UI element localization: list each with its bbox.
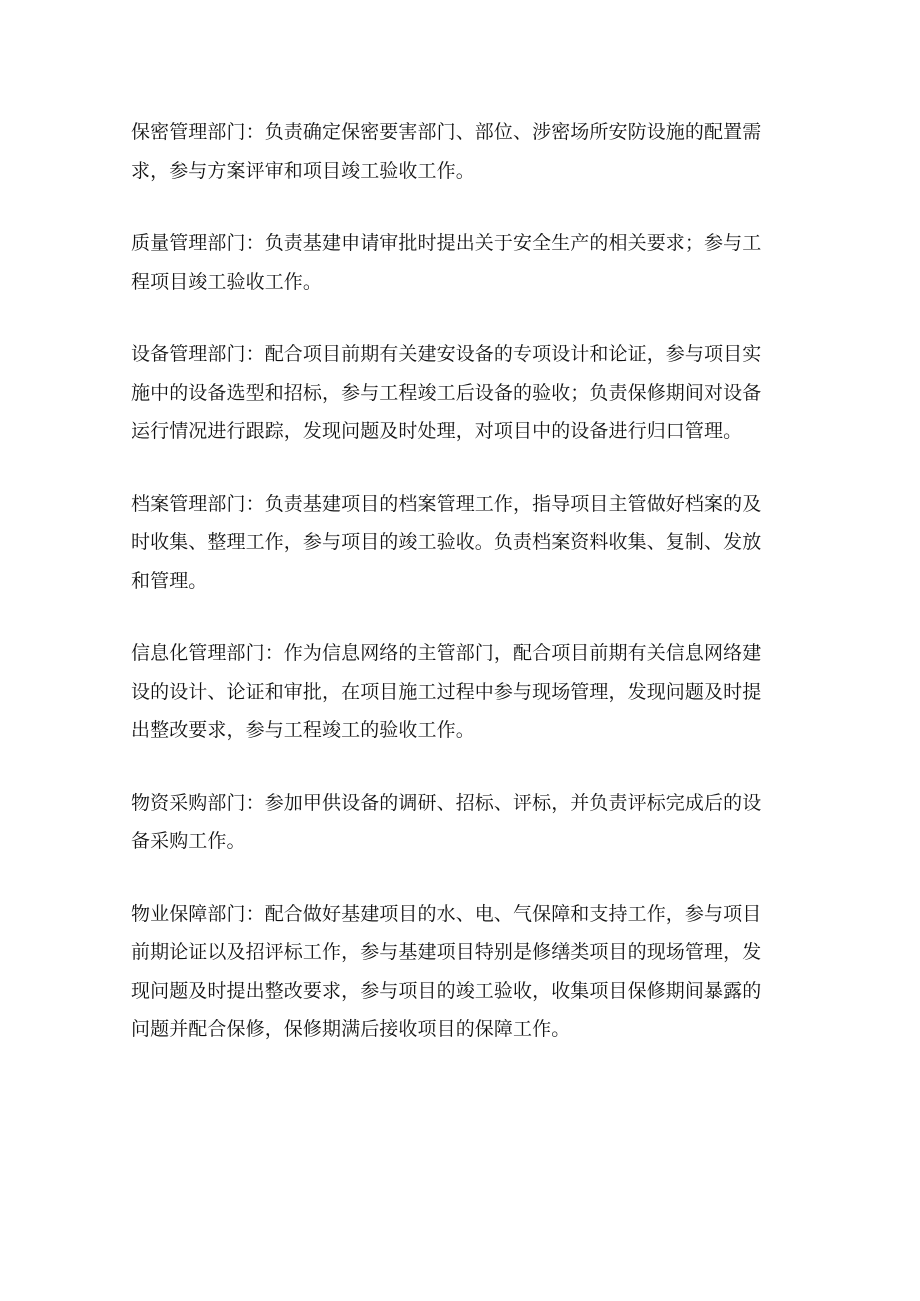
text-line: 求，参与方案评审和项目竣工验收工作。 [131, 159, 475, 182]
text-line: 现问题及时提出整改要求，参与项目的竣工验收，收集项目保修期间暴露的 [131, 979, 762, 1002]
paragraph-archives-department [131, 485, 793, 601]
text-line: 出整改要求，参与工程竣工的验收工作。 [131, 719, 475, 741]
paragraph-equipment-department [131, 335, 793, 451]
text-line: 信息化管理部门：作为信息网络的主管部门，配合项目前期有关信息网络建 [131, 642, 762, 664]
text-line: 问题并配合保修，保修期满后接收项目的保障工作。 [131, 1018, 571, 1040]
paragraph-property-department [131, 895, 793, 1049]
text-line: 保密管理部门：负责确定保密要害部门、部位、涉密场所安防设施的配置需 [131, 121, 762, 143]
text-line: 运行情况进行跟踪，发现问题及时处理，对项目中的设备进行归口管理。 [131, 420, 743, 442]
document-body [131, 113, 793, 1083]
paragraph-it-department [131, 634, 793, 750]
text-line: 质量管理部门：负责基建申请审批时提出关于安全生产的相关要求；参与工 [131, 232, 762, 254]
paragraph-quality-department [131, 224, 793, 301]
text-line: 和管理。 [131, 569, 208, 592]
text-line: 物业保障部门：配合做好基建项目的水、电、气保障和支持工作，参与项目 [131, 902, 762, 925]
text-line: 时收集、整理工作，参与项目的竣工验收。负责档案资料收集、复制、发放 [131, 531, 762, 553]
text-line: 备采购工作。 [131, 830, 246, 852]
text-line: 程项目竣工验收工作。 [131, 270, 323, 293]
paragraph-procurement-department [131, 784, 793, 861]
paragraph-security-department [131, 113, 793, 190]
text-line: 设的设计、论证和审批，在项目施工过程中参与现场管理，发现问题及时提 [131, 680, 762, 703]
text-line: 前期论证以及招评标工作，参与基建项目特别是修缮类项目的现场管理，发 [131, 941, 762, 963]
text-line: 施中的设备选型和招标，参与工程竣工后设备的验收；负责保修期间对设备 [131, 381, 762, 404]
text-line: 设备管理部门：配合项目前期有关建安设备的专项设计和论证，参与项目实 [131, 343, 762, 365]
text-line: 物资采购部门：参加甲供设备的调研、招标、评标，并负责评标完成后的设 [131, 791, 762, 814]
text-line: 档案管理部门：负责基建项目的档案管理工作，指导项目主管做好档案的及 [131, 492, 762, 515]
